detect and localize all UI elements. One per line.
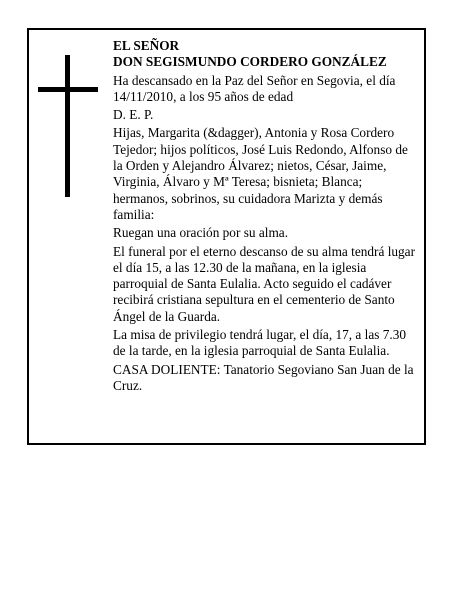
family-list: Hijas, Margarita (&dagger), Antonia y Rosa Cordero Tejedor; hijos políticos, José Luis Redondo, Alfonso de la Orden y Alejandro Álvarez; nietos, César, Jaime, Virginia, Álvaro y Mª Teresa; bisnieta; Blanca; hermanos, sobrinos, su cuidadora Marizta y demás familia: <box>113 125 408 222</box>
obituary-heading <box>113 38 419 71</box>
funeral-details: El funeral por el eterno descanso de su alma tendrá lugar el día 15, a las 12.30 de la mañana, en la iglesia parroquial de Santa Eulalia. Acto seguido el cadáver recibirá cristiana sepultura en el cementerio de Santo Ángel de la Guarda. <box>113 243 416 324</box>
cross-horizontal-bar <box>38 87 98 92</box>
funeral-home: CASA DOLIENTE: Tanatorio Segoviano San Juan de la Cruz. <box>113 361 414 393</box>
deceased-name: DON SEGISMUNDO CORDERO GONZÁLEZ <box>113 54 387 70</box>
heading-title: EL SEÑOR <box>113 38 180 53</box>
mass-details: La misa de privilegio tendrá lugar, el día, 17, a las 7.30 de la tarde, en la iglesia parroquial de Santa Eulalia. <box>113 327 407 359</box>
rip-abbreviation: D. E. P. <box>113 107 154 123</box>
obituary-text <box>113 38 419 396</box>
cross-icon <box>38 55 98 197</box>
death-announcement: Ha descansado en la Paz del Señor en Segovia, el día 14/11/2010, a los 95 años de edad <box>113 72 396 104</box>
prayer-request: Ruegan una oración por su alma. <box>113 225 289 241</box>
cross-vertical-bar <box>65 55 70 197</box>
